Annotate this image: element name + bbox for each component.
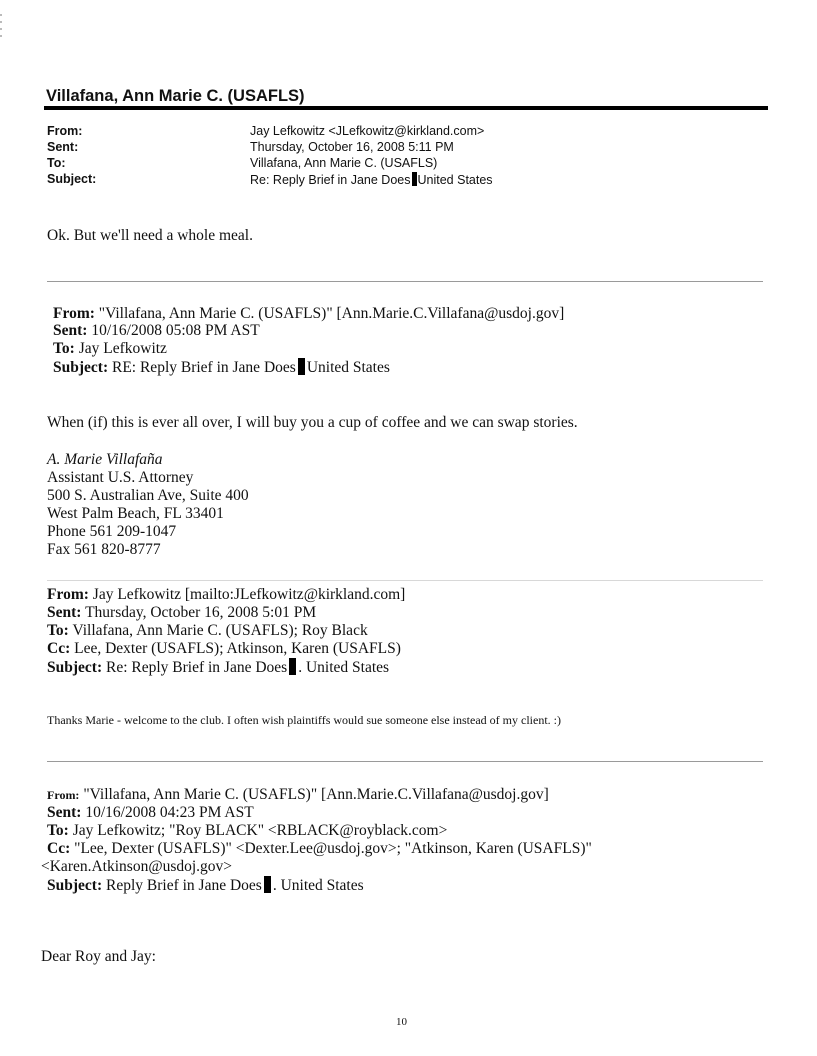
message3-subject-before: Re: Reply Brief in Jane Does <box>105 659 288 676</box>
message3-to-label: To: <box>47 622 69 639</box>
redaction-box <box>264 876 271 893</box>
message4-cc-label: Cc: <box>47 840 71 857</box>
document-title: Villafana, Ann Marie C. (USAFLS) <box>46 87 305 105</box>
page-number: 10 <box>396 1016 407 1028</box>
message4-subject-after: . United States <box>272 877 364 894</box>
separator-3 <box>47 761 763 762</box>
message2-to <box>53 340 167 358</box>
header-sent-value: Thursday, October 16, 2008 5:11 PM <box>250 140 454 154</box>
message2-sent-value: 10/16/2008 05:08 PM AST <box>91 322 260 339</box>
scan-edge-marks <box>0 14 3 54</box>
redaction-box <box>298 358 305 375</box>
message4-cc <box>47 840 592 858</box>
message2-to-label: To: <box>53 340 75 357</box>
message4-to-value: Jay Lefkowitz; "Roy BLACK" <RBLACK@royblack.com> <box>72 822 448 839</box>
message3-sent <box>47 604 316 622</box>
message3-from <box>47 586 405 604</box>
message3-subject-label: Subject: <box>47 659 103 676</box>
message3-sent-label: Sent: <box>47 604 82 621</box>
message4-subject-before: Reply Brief in Jane Does <box>105 877 262 894</box>
message4-sent-value: 10/16/2008 04:23 PM AST <box>85 804 254 821</box>
signature-phone: Phone 561 209-1047 <box>47 523 177 540</box>
signature-title: Assistant U.S. Attorney <box>47 469 194 486</box>
signature-fax: Fax 561 820-8777 <box>47 541 161 558</box>
message2-subject-label: Subject: <box>53 359 109 376</box>
message2-sent <box>53 322 260 340</box>
message3-from-value: Jay Lefkowitz [mailto:JLefkowitz@kirkland.com] <box>92 586 406 603</box>
message2-to-value: Jay Lefkowitz <box>78 340 167 357</box>
message1-body: Ok. But we'll need a whole meal. <box>47 227 253 244</box>
message4-to-label: To: <box>47 822 69 839</box>
header-subject-before: Re: Reply Brief in Jane Does <box>250 173 411 187</box>
header-from-label: From: <box>47 124 83 138</box>
message2-from <box>53 305 564 323</box>
message3-cc <box>47 640 401 658</box>
message3-body: Thanks Marie - welcome to the club. I often wish plaintiffs would sue someone else instead of my client. :) <box>47 713 561 727</box>
message4-from-value: "Villafana, Ann Marie C. (USAFLS)" [Ann.Marie.C.Villafana@usdoj.gov] <box>83 786 549 803</box>
message2-from-label: From: <box>53 305 95 322</box>
message4-sent-label: Sent: <box>47 804 82 821</box>
header-subject-after: United States <box>417 173 493 187</box>
message3-to-value: Villafana, Ann Marie C. (USAFLS); Roy Black <box>72 622 368 639</box>
message3-to <box>47 622 368 640</box>
separator-2 <box>47 580 763 581</box>
header-to-value: Villafana, Ann Marie C. (USAFLS) <box>250 156 438 170</box>
redaction-box <box>412 172 417 186</box>
redaction-box <box>289 658 296 675</box>
title-rule <box>44 106 768 110</box>
header-to-label: To: <box>47 156 66 170</box>
message2-subject-before: RE: Reply Brief in Jane Does <box>111 359 296 376</box>
message4-from-label: From: <box>47 788 80 802</box>
message3-from-label: From: <box>47 586 89 603</box>
signature-address2: West Palm Beach, FL 33401 <box>47 505 224 522</box>
message4-cc-value: "Lee, Dexter (USAFLS)" <Dexter.Lee@usdoj.gov>; "Atkinson, Karen (USAFLS)" <box>74 840 592 857</box>
message4-cc-continued: <Karen.Atkinson@usdoj.gov> <box>41 858 233 875</box>
signature-address1: 500 S. Australian Ave, Suite 400 <box>47 487 249 504</box>
message3-sent-value: Thursday, October 16, 2008 5:01 PM <box>85 604 317 621</box>
message2-subject-after: United States <box>306 359 390 376</box>
header-subject-label: Subject: <box>47 172 97 186</box>
message4-sent <box>47 804 254 822</box>
message4-salutation: Dear Roy and Jay: <box>41 948 156 965</box>
message2-from-value: "Villafana, Ann Marie C. (USAFLS)" [Ann.Marie.C.Villafana@usdoj.gov] <box>98 305 565 322</box>
message4-subject <box>47 876 364 895</box>
message2-body: When (if) this is ever all over, I will buy you a cup of coffee and we can swap stories. <box>47 414 578 431</box>
header-subject-value <box>250 172 493 187</box>
message3-cc-label: Cc: <box>47 640 71 657</box>
message4-from <box>47 786 549 804</box>
message3-subject-after: . United States <box>298 659 390 676</box>
message2-subject <box>53 358 390 377</box>
separator-1 <box>47 281 763 282</box>
header-from-value: Jay Lefkowitz <JLefkowitz@kirkland.com> <box>250 124 485 138</box>
message4-to <box>47 822 447 840</box>
header-sent-label: Sent: <box>47 140 79 154</box>
signature-name: A. Marie Villafaña <box>47 451 163 468</box>
message2-sent-label: Sent: <box>53 322 88 339</box>
message3-subject <box>47 658 389 677</box>
message3-cc-value: Lee, Dexter (USAFLS); Atkinson, Karen (USAFLS) <box>74 640 401 657</box>
message4-subject-label: Subject: <box>47 877 103 894</box>
